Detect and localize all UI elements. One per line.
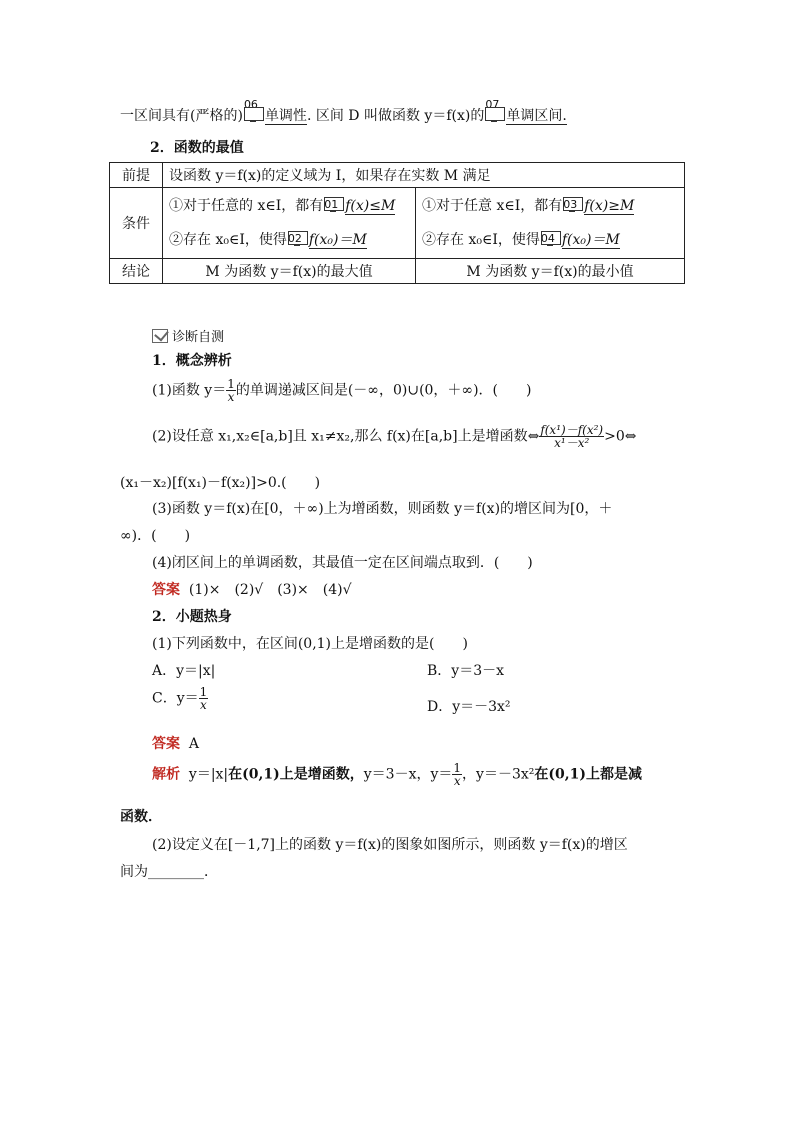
checkbox-pencil-icon	[152, 329, 168, 343]
blank-box-04: 04	[540, 228, 562, 246]
q1-item4: (4)闭区间上的单调函数，其最值一定在区间端点取到．( )	[152, 555, 533, 571]
conclusion-min: M 为函数 y＝f(x)的最小值	[416, 259, 685, 284]
q1-title: 1．概念辨析	[152, 353, 232, 369]
q2-title: 2．小题热身	[152, 609, 232, 625]
q2-item2: (2)设定义在[－1,7]上的函数 y＝f(x)的图象如图所示，则函数 y＝f(x)的增区	[152, 837, 628, 853]
top-line-part1: 一区间具有(严格的)	[120, 108, 243, 124]
blank-box-07: 07	[484, 104, 506, 122]
q2-answer: 答案 A	[152, 736, 200, 752]
q1-item2: (2)设任意 x₁,x₂∈[a,b]且 x₁≠x₂,那么 f(x)在[a,b]上是增函数⇔ $\frac{\text{f(x¹)－f(x²)}}{\text{x¹－x²}}$ >0⇔	[152, 423, 637, 450]
top-line-answer1: 单调性	[264, 108, 307, 124]
blank-box-01: 01	[323, 194, 345, 212]
q1-item1: (1)函数 y＝ $\frac{1}{x}$ 的单调递减区间是(－∞，0)∪(0，＋∞)．( )	[152, 377, 532, 404]
q2-item2-line2: 间为________．	[120, 864, 218, 880]
q1-item3: (3)函数 y＝f(x)在[0，＋∞)上为增函数，则函数 y＝f(x)的增区间为[0，＋	[152, 501, 613, 517]
diag-heading: 诊断自测	[152, 326, 224, 345]
row-label-premise: 前提	[110, 163, 163, 188]
top-line-part5: .	[562, 108, 567, 124]
q2-explanation-line2: 函数．	[120, 809, 162, 825]
premise-text: 设函数 y＝f(x)的定义域为 I，如果存在实数 M 满足	[163, 163, 685, 188]
difference-quotient: $\frac{\text{f(x¹)－f(x²)}}{\text{x¹－x²}}$	[540, 423, 604, 450]
condition-max: ①对于任意的 x∈I，都有 01 f(x)≤M ②存在 x₀∈I，使得 02 f(x₀)＝M	[163, 188, 416, 259]
q1-item3-line2: ∞)．( )	[120, 528, 191, 544]
fraction-1-over-x: $\frac{1}{x}$	[453, 761, 462, 788]
top-line	[120, 98, 567, 125]
row-label-conclusion: 结论	[110, 259, 163, 284]
blank-box-06: 06	[243, 104, 265, 122]
extrema-table	[109, 162, 685, 284]
q2-explanation: 解析 y＝|x|在(0,1)上是增函数，y＝3－x，y＝ $\frac{1}{x}$ ，y＝－3x²在(0,1)上都是减	[152, 761, 642, 788]
option-a: A．y＝|x|	[152, 663, 216, 679]
q2-item1: (1)下列函数中，在区间(0,1)上是增函数的是( )	[152, 636, 468, 652]
section-title-extrema: 2．函数的最值	[150, 140, 244, 156]
fraction-1-over-x: $\frac{1}{x}$	[199, 685, 208, 712]
option-d: D．y＝－3x²	[427, 699, 511, 715]
top-line-part3: . 区间 D 叫做函数 y＝f(x)的	[306, 108, 485, 124]
blank-box-03: 03	[562, 194, 584, 212]
top-line-answer2: 单调区间	[506, 108, 563, 124]
q1-answer: 答案 (1)× (2)√ (3)× (4)√	[152, 582, 352, 598]
blank-box-02: 02	[287, 228, 309, 246]
option-b: B．y＝3－x	[427, 663, 504, 679]
fraction-1-over-x: $\frac{1}{x}$	[227, 377, 235, 404]
q1-item2-line2: (x₁－x₂)[f(x₁)－f(x₂)]>0.( )	[120, 475, 321, 491]
row-label-condition: 条件	[110, 188, 163, 259]
condition-min: ①对于任意 x∈I，都有 03 f(x)≥M ②存在 x₀∈I，使得 04 f(x₀)＝M	[416, 188, 685, 259]
option-c: C．y＝ $\frac{1}{x}$	[152, 685, 208, 712]
conclusion-max: M 为函数 y＝f(x)的最大值	[163, 259, 416, 284]
